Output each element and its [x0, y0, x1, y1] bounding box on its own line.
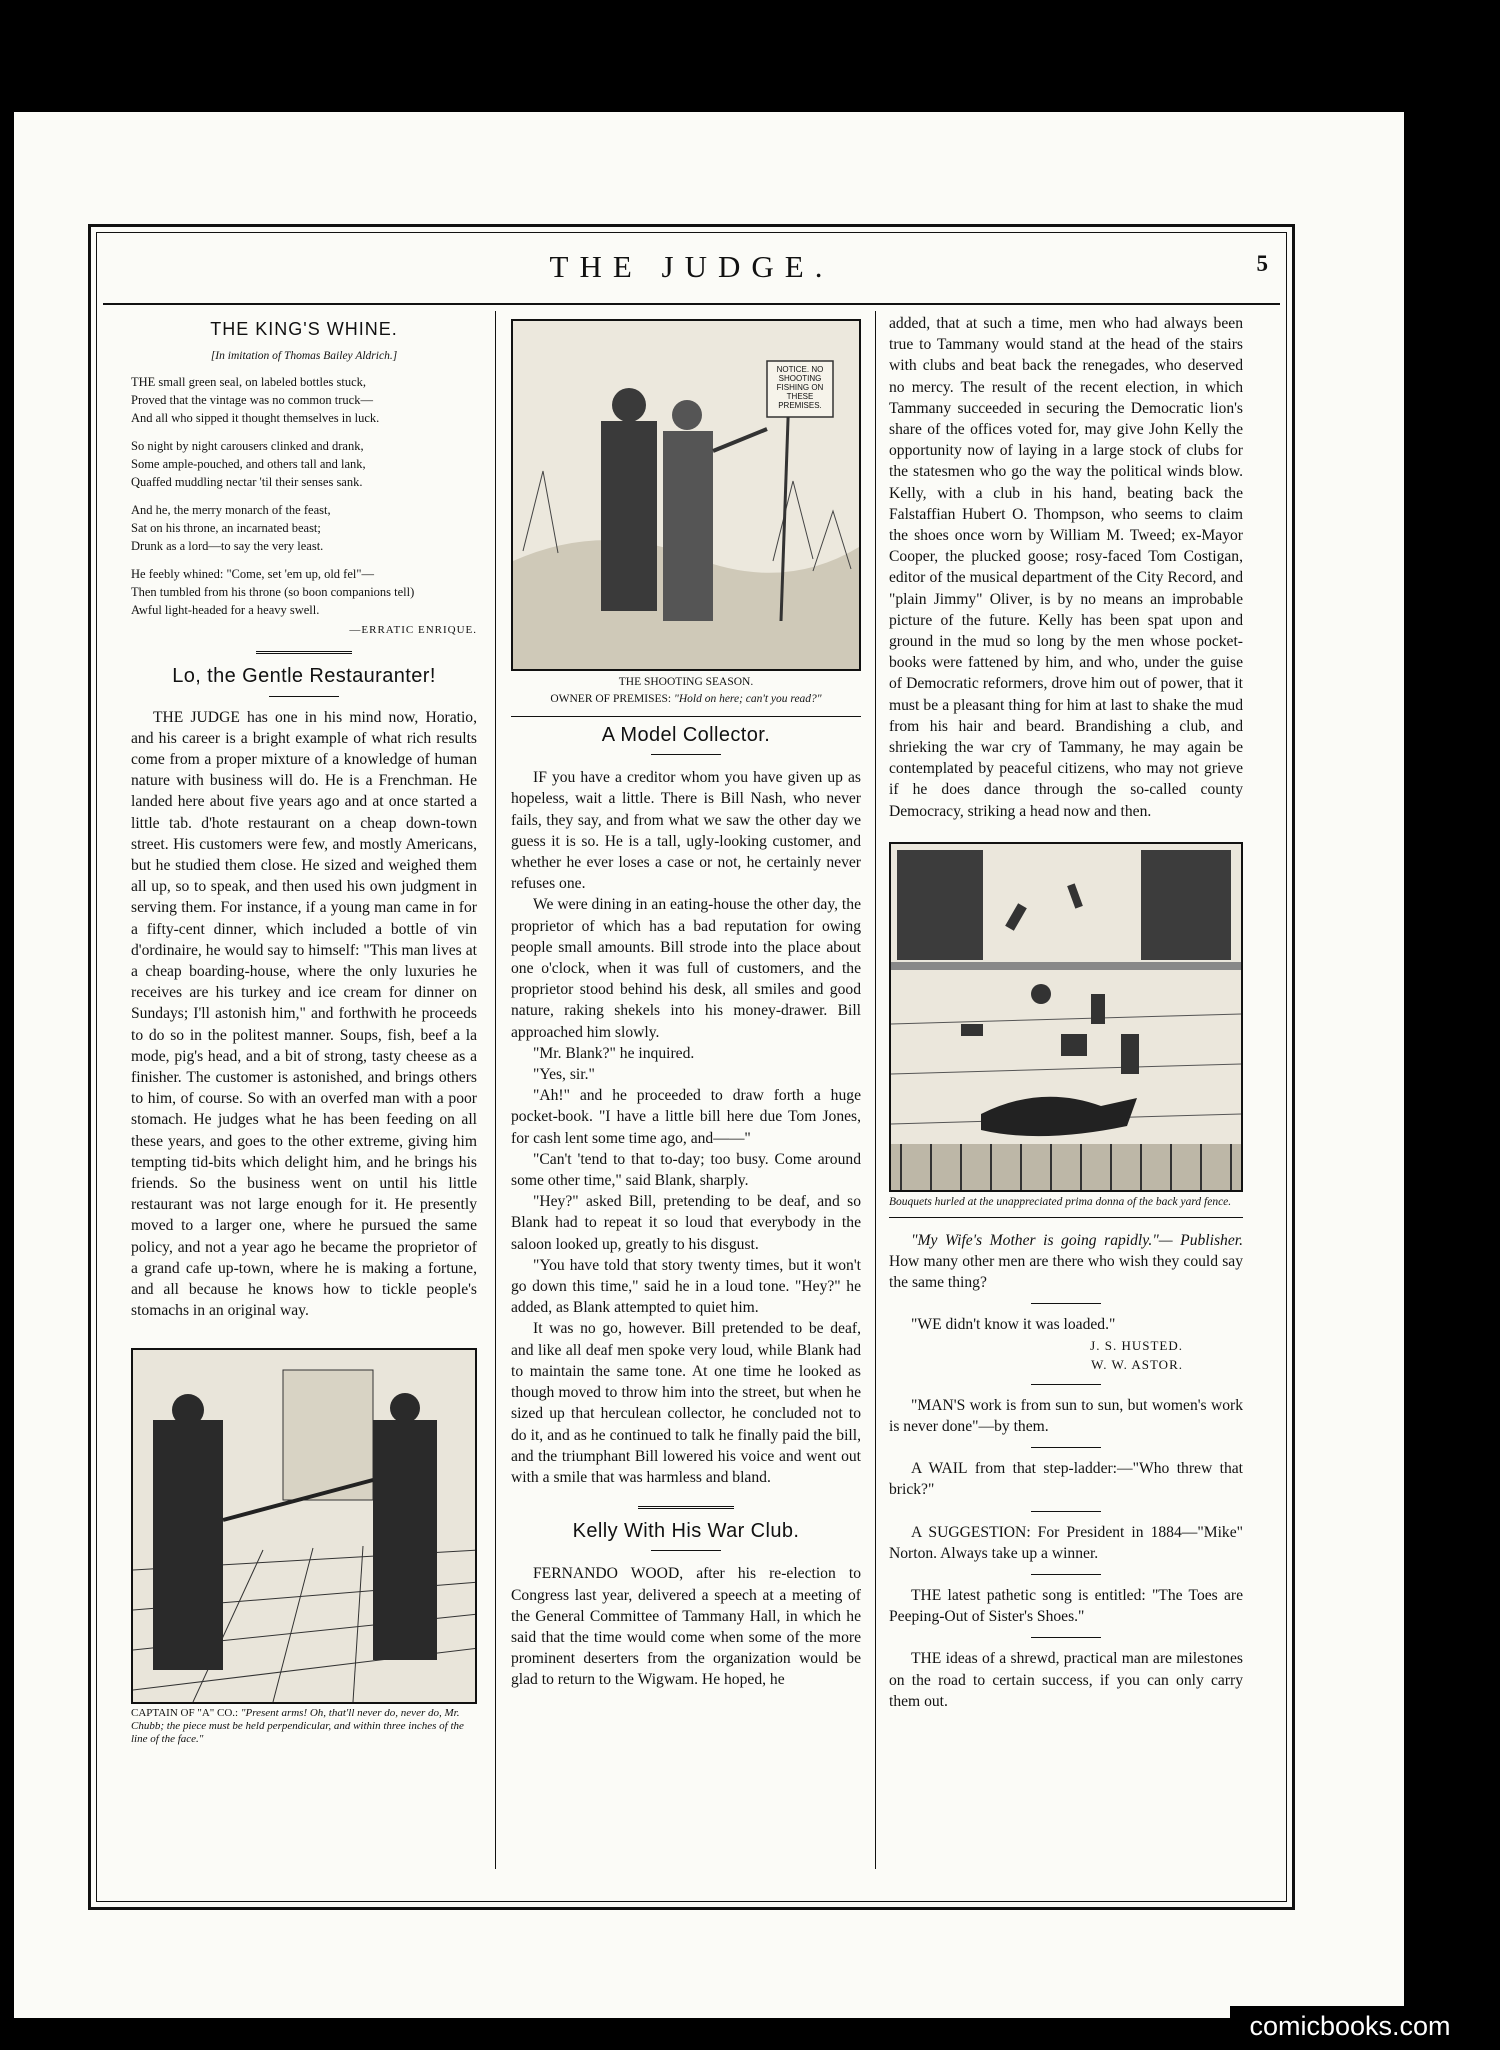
- poem-stanza: [131, 501, 477, 555]
- collector-paragraph: "Hey?" asked Bill, pretending to be deaf, and so Blank had to repeat it so loud that everybody in the saloon looked up, greatly to his disgust.: [511, 1193, 861, 1253]
- squib-item: THE latest pathetic song is entitled: "The Toes are Peeping-Out of Sister's Shoes.": [889, 1586, 1243, 1626]
- poem-signature: —ERRATIC ENRIQUE.: [349, 624, 477, 637]
- column-divider: [875, 311, 876, 1869]
- collector-paragraph: "Can't 'tend to that to-day; too busy. Come around some other time," said Blank, sharply.: [511, 1150, 861, 1190]
- squib-rule: [1031, 1637, 1101, 1638]
- magazine-page: [14, 112, 1404, 2018]
- drill-scene-drawing: [133, 1350, 477, 1702]
- poem-line: Drunk as a lord—to say the very least.: [131, 539, 324, 554]
- squib-rule: [1031, 1574, 1101, 1575]
- masthead-title: THE JUDGE.: [549, 249, 834, 284]
- poem-line: Quaffed muddling nectar 'til their senses sank.: [131, 475, 363, 490]
- squib-item: "WE didn't know it was loaded.": [911, 1316, 1116, 1334]
- bouquets-cartoon-illustration: [889, 842, 1243, 1192]
- column-2: [511, 313, 861, 1691]
- kelly-paragraph-start: FERNANDO WOOD, after his re-election to Congress last year, delivered a speech at a meeting of the General Committee of Tammany Hall, in which he said that the time would come when some of the more prominent deserters from the organization would be glad to return to the Wigwam. He hoped, he: [511, 1565, 861, 1689]
- collector-paragraph: We were dining in an eating-house the other day, the proprietor of which has a bad reputation for owing people small amounts. Bill strode into the place about one o'clock, when it was full of customers, and the proprietor stood behind his desk, all smiles and good nature, raking shekels into his money-drawer. Bill approached him slowly.: [511, 896, 861, 1041]
- page-number: 5: [1256, 251, 1268, 276]
- collector-paragraph: "Mr. Blank?" he inquired.: [533, 1044, 695, 1062]
- bouquets-caption: Bouquets hurled at the unappreciated prima donna of the back yard fence.: [889, 1195, 1232, 1208]
- squib-item: A SUGGESTION: For President in 1884—"Mike" Norton. Always take up a winner.: [889, 1523, 1243, 1562]
- poem-line: And he, the merry monarch of the feast,: [131, 503, 331, 518]
- signature-astor: W. W. ASTOR.: [1091, 1356, 1183, 1372]
- squib-item: "My Wife's Mother is going rapidly."— Publisher. How many other men are there who wish they could say the same thing?: [889, 1231, 1243, 1292]
- kings-whine-poem: [131, 373, 477, 639]
- restauranter-body: THE JUDGE has one in his mind now, Horatio, and his career is a bright example of what rich results come from a proper mixture of a knowledge of human nature with business will do. He is a Frenchman. He landed here about five years ago and at once started a little tab. d'hote restaurant on a cheap down-town street. His customers were few, and mostly Americans, but he studied them close. He sized and weighed them all up, so to speak, and then used his own judgment in serving them. For instance, if a young man came in for a fifty-cent dinner, which included a bottle of vin d'ordinaire, he would say to himself: "This man lives at a cheap boarding-house, where the only luxuries he receives are his turkey and ice cream for dinner on Sundays; I'll astonish him," and forthwith he proceeds to do so in the politest manner. Soups, fish, beef a la mode, pig's head, and a bit of strong, tasty cheese as a finisher. The customer is astonished, and brings others to him, of course. So with an overfed man with a poor stomach. He judges what he has been feeding on all these years, and goes to the other extreme, giving him tempting tid-bits which delight him, and he brings his friends. So the business went on until his little restaurant was not large enough for it. He presently moved to a larger one, where he pursued the same policy, and not a year ago he became the proprietor of a grand cafe up-town, where he is making a fortune, and all because he knows how to tickle people's stomachs in an original way.: [131, 708, 477, 1320]
- caption-rule: [511, 716, 861, 717]
- poem-stanza: [131, 565, 477, 619]
- back-yard-fence-drawing: [891, 844, 1241, 1190]
- column-1: [131, 313, 477, 1746]
- title-rule: [651, 754, 721, 755]
- kings-whine-title: THE KING'S WHINE.: [210, 319, 398, 339]
- squib-rule: [1031, 1384, 1101, 1385]
- column-divider: [495, 311, 496, 1869]
- collector-paragraph: "Yes, sir.": [533, 1066, 595, 1084]
- section-divider: [638, 1506, 734, 1509]
- kings-whine-subtitle: [In imitation of Thomas Bailey Aldrich.]: [210, 350, 398, 363]
- poem-line: So night by night carousers clinked and drank,: [131, 439, 364, 454]
- shooting-cartoon-illustration: [511, 319, 861, 671]
- signature-husted: J. S. HUSTED.: [1090, 1337, 1183, 1353]
- section-divider: [256, 651, 352, 654]
- shooting-caption-title: THE SHOOTING SEASON.: [618, 676, 754, 688]
- poem-line: He feebly whined: "Come, set 'em up, old fel"—: [131, 567, 374, 582]
- model-collector-title: A Model Collector.: [601, 724, 771, 746]
- caption-rule: [889, 1217, 1243, 1218]
- poem-line: Sat on his throne, an incarnated beast;: [131, 521, 321, 536]
- shooting-cartoon-caption: OWNER OF PREMISES: "Hold on here; can't you read?": [550, 693, 822, 705]
- squib-item: A WAIL from that step-ladder:—"Who threw that brick?": [889, 1460, 1243, 1499]
- captain-cartoon-caption: CAPTAIN OF "A" CO.: "Present arms! Oh, that'll never do, never do, Mr. Chubb; the piece must be held perpendicular, and within three inches of the line of the face.": [131, 1706, 464, 1745]
- restauranter-title: Lo, the Gentle Restauranter!: [172, 665, 436, 688]
- poem-line: Proved that the vintage was no common truck—: [131, 393, 373, 408]
- poem-stanza: [131, 437, 477, 491]
- masthead-rule: [103, 303, 1280, 305]
- shooting-scene-drawing: [513, 321, 859, 669]
- poem-line: Some ample-pouched, and others tall and lank,: [131, 457, 366, 472]
- site-watermark: comicbooks.com: [1230, 2006, 1470, 2046]
- poem-line: And all who sipped it thought themselves in luck.: [131, 411, 380, 426]
- kelly-paragraph-continued: added, that at such a time, men who had always been true to Tammany would stand at the head of the stairs with clubs and beat back the renegades, who deserved no mercy. The result of the recent election, in which Tammany succeeded in securing the Democratic lion's share of the offices voted for, may give John Kelly the opportunity now of laying in a large stock of clubs for the statesmen who go the way the political winds blow. Kelly, with a club in his hand, beating back the Falstaffian Hubert O. Thompson, who seems to claim the shoes once worn by William M. Tweed; ex-Mayor Cooper, the plucked goose; rosy-faced Tom Costigan, editor of the musical department of the City Record, and "plain Jimmy" Oliver, is by no means an improbable picture of the future. Kelly has been spat upon and ground in the mud so long by the men whose pocket-books were fattened by him, and who, under the guise of Democratic reformers, drove him out of power, that it must be a pleasant thing for him at last to shake the mud from his hair and beard. Brandishing a club, and shrieking the war cry of Tammany, he may again be contemplated by peaceful citizens, who may not grieve if he does dance through the so-called county Democracy, striking a head now and then.: [889, 315, 1243, 820]
- squib-rule: [1031, 1303, 1101, 1304]
- squib-item: "MAN'S work is from sun to sun, but women's work is never done"—by them.: [889, 1396, 1243, 1435]
- page-frame: [88, 224, 1295, 1910]
- kelly-title: Kelly With His War Club.: [572, 1520, 800, 1543]
- poem-line: Awful light-headed for a heavy swell.: [131, 603, 320, 618]
- poem-stanza: [131, 373, 477, 427]
- poem-line: THE small green seal, on labeled bottles stuck,: [131, 375, 367, 390]
- title-rule: [651, 1550, 721, 1551]
- squib-rule: [1031, 1511, 1101, 1512]
- squib-item: THE ideas of a shrewd, practical man are milestones on the road to certain success, if you can only carry them out.: [889, 1650, 1243, 1710]
- poem-line: Then tumbled from his throne (so boon companions tell): [131, 585, 415, 600]
- title-rule: [269, 696, 339, 697]
- no-shooting-sign-text: NOTICE. NO SHOOTING FISHING ON THESE PREMISES.: [776, 365, 824, 410]
- column-3: [889, 313, 1243, 1712]
- collector-paragraph: IF you have a creditor whom you have given up as hopeless, wait a little. There is Bill Nash, who never fails, they say, and from what we saw the other day we guess it is so. He is a tall, ugly-looking customer, and whether he ever loses a case or not, he certainly never refuses one.: [511, 769, 861, 893]
- captain-cartoon-illustration: [131, 1348, 477, 1704]
- collector-paragraph: "You have told that story twenty times, but it won't go down this time," said he in a loud tone. "Hey?" he added, as Blank attempted to quiet him.: [511, 1256, 861, 1317]
- collector-paragraph: It was no go, however. Bill pretended to be deaf, and like all deaf men spoke very loud, while Blank had to maintain the same tone. At one time he looked as though moved to throw him into the street, but when he sized up that herculean collector, he concluded not to do it, and as he continued to talk he finally paid the bill, and the triumphant Bill lowered his voice and went out with a smile that was harmless and bland.: [511, 1320, 861, 1486]
- collector-paragraph: "Ah!" and he proceeded to draw forth a huge pocket-book. "I have a little bill here due Tom Jones, for cash lent some time ago, and——": [511, 1087, 861, 1147]
- squib-rule: [1031, 1447, 1101, 1448]
